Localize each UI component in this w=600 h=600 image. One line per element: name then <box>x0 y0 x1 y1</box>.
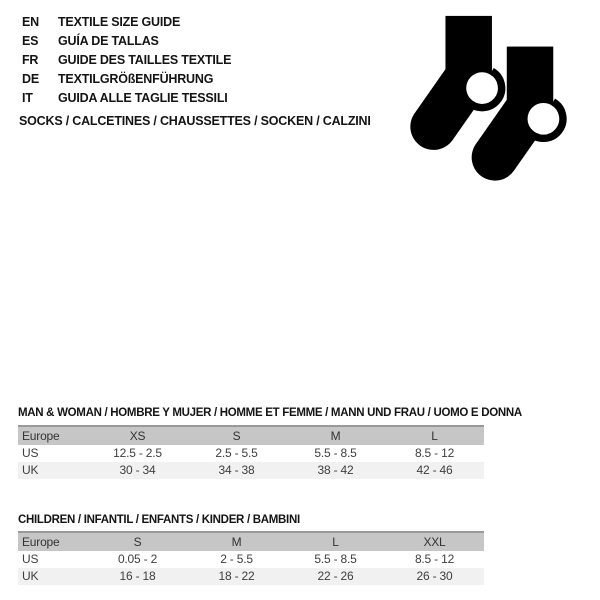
table-row <box>18 445 484 462</box>
column-header: L <box>332 535 339 549</box>
size-cell: 5.5 - 8.5 <box>314 552 357 566</box>
column-header: XS <box>129 429 146 443</box>
size-cell: 0.05 - 2 <box>117 552 158 566</box>
size-cell: 26 - 30 <box>416 569 453 583</box>
size-cell: 12.5 - 2.5 <box>113 446 162 460</box>
column-header: XXL <box>423 535 446 549</box>
size-table-children <box>18 531 484 585</box>
row-label: US <box>22 552 39 566</box>
size-cell: 38 - 42 <box>317 463 354 477</box>
category-title: SOCKS / CALCETINES / CHAUSSETTES / SOCKEN / CALZINI <box>19 114 371 128</box>
table-row <box>18 568 484 585</box>
table-title-children: CHILDREN / INFANTIL / ENFANTS / KINDER / BAMBINI <box>18 514 300 526</box>
language-code: FR <box>22 53 39 67</box>
list-item <box>22 89 231 108</box>
list-item <box>22 70 231 89</box>
language-code: IT <box>22 91 33 105</box>
list-item <box>22 51 231 70</box>
size-cell: 5.5 - 8.5 <box>314 446 357 460</box>
language-label: TEXTILGRÖßENFÜHRUNG <box>58 72 214 86</box>
row-label: UK <box>22 463 39 477</box>
table-row <box>18 462 484 479</box>
table-header-row <box>18 531 484 551</box>
column-header: M <box>231 535 242 549</box>
language-code: ES <box>22 34 39 48</box>
language-code: DE <box>22 72 39 86</box>
language-list <box>22 13 231 108</box>
column-header: Europe <box>22 535 60 549</box>
size-cell: 22 - 26 <box>317 569 354 583</box>
size-table-man-woman <box>18 425 484 479</box>
size-cell: 34 - 38 <box>218 463 255 477</box>
size-cell: 2.5 - 5.5 <box>215 446 258 460</box>
column-header: L <box>431 429 438 443</box>
language-label: GUIDE DES TAILLES TEXTILE <box>58 53 232 67</box>
size-cell: 8.5 - 12 <box>414 446 455 460</box>
language-label: GUIDA ALLE TAGLIE TESSILI <box>58 91 228 105</box>
size-cell: 16 - 18 <box>119 569 156 583</box>
table-row <box>18 551 484 568</box>
language-label: GUÍA DE TALLAS <box>58 34 159 48</box>
column-header: Europe <box>22 429 60 443</box>
row-label: UK <box>22 569 39 583</box>
size-cell: 42 - 46 <box>416 463 453 477</box>
column-header: S <box>133 535 142 549</box>
row-label: US <box>22 446 39 460</box>
size-cell: 2 - 5.5 <box>220 552 253 566</box>
socks-icon <box>402 8 572 188</box>
table-header-row <box>18 425 484 445</box>
language-label: TEXTILE SIZE GUIDE <box>58 15 181 29</box>
list-item <box>22 32 231 51</box>
table-title-man-woman: MAN & WOMAN / HOMBRE Y MUJER / HOMME ET FEMME / MANN UND FRAU / UOMO E DONNA <box>18 407 522 419</box>
language-code: EN <box>22 15 39 29</box>
column-header: S <box>232 429 241 443</box>
column-header: M <box>330 429 341 443</box>
size-cell: 18 - 22 <box>218 569 255 583</box>
size-cell: 8.5 - 12 <box>414 552 455 566</box>
list-item <box>22 13 231 32</box>
size-cell: 30 - 34 <box>119 463 156 477</box>
